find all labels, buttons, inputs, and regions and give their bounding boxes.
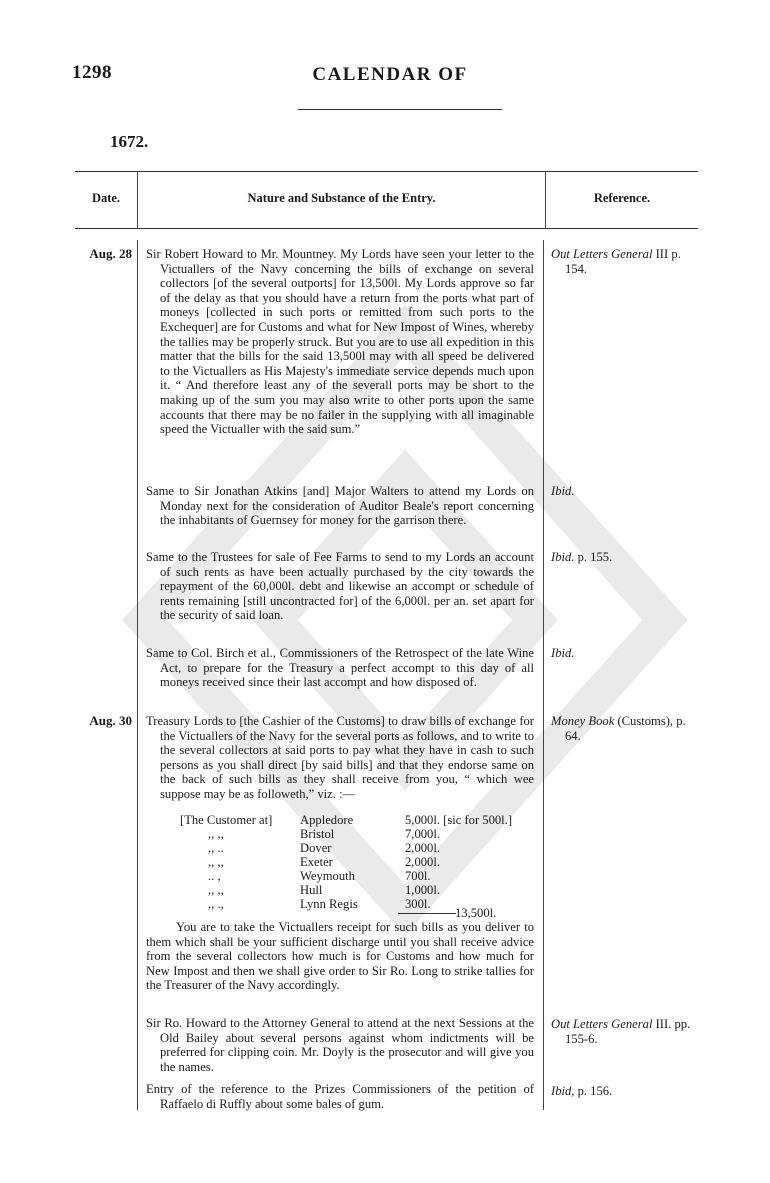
- reference-detail: (Customs), p. 64.: [565, 714, 686, 743]
- port-name: Weymouth: [300, 869, 355, 883]
- year-heading: 1672.: [110, 132, 149, 151]
- port-prefix: ,, ,,: [208, 855, 224, 869]
- port-name: Dover: [300, 841, 332, 855]
- port-name: Bristol: [300, 827, 335, 841]
- total-rule: [398, 913, 456, 914]
- entry-date: Aug. 28: [89, 246, 132, 261]
- entry-text: Same to Sir Jonathan Atkins [and] Major Walters to attend my Lords on Monday next for the consideration of Auditor Beale's report concerning the inhabitants of Guernsey for money for the garrison there.: [146, 484, 534, 528]
- entry-reference: [551, 1017, 701, 1046]
- reference-source: Ibid.: [551, 646, 575, 660]
- reference-source: Ibid.: [551, 550, 575, 564]
- port-amount: 5,000l. [sic for 500l.]: [405, 813, 513, 827]
- reference-source: Out Letters General: [551, 247, 653, 261]
- port-prefix: [The Customer at]: [180, 813, 273, 827]
- entry-text: Same to the Trustees for sale of Fee Farms to send to my Lords an account of such rents as have been actually purchased by the city towards the repayment of the 60,000l. debt and likewise an accompt or schedule of rents remaining [still uncontracted for] of the 6,000l. per an. set apart for the security of said loan.: [146, 550, 534, 623]
- entry-text: Entry of the reference to the Prizes Commissioners of the petition of Raffaelo di Ruffly about some bales of gum.: [146, 1082, 534, 1111]
- column-header-nature: Nature and Substance of the Entry.: [247, 191, 436, 205]
- ports-total: 13,500l.: [455, 906, 497, 920]
- entry-text: Treasury Lords to [the Cashier of the Customs] to draw bills of exchange for the Victuallers of the Navy for the several ports as follows, and to write to the several collectors at said ports to pay what they have in cash to such persons as you shall direct [by said bills] and that they endorse same on the back of such bills as they shall receive from you, “ which wee suppose may be as followeth,” viz. :—: [146, 714, 534, 801]
- entry-date: Aug. 30: [89, 713, 132, 728]
- port-prefix: .. ,: [208, 869, 221, 883]
- port-prefix: ,, ..: [208, 841, 224, 855]
- reference-detail: p. 156.: [574, 1084, 613, 1098]
- reference-detail: III. pp. 155-6.: [565, 1017, 691, 1046]
- reference-source: Out Letters General: [551, 1017, 653, 1031]
- port-name: Hull: [300, 883, 323, 897]
- entry-reference: [551, 1084, 701, 1099]
- entry-text: Sir Ro. Howard to the Attorney General to attend at the next Sessions at the Old Bailey about several persons against whom indictments will be preferred for clipping coin. Mr. Doyly is the prosecutor and will give you the names.: [146, 1016, 534, 1074]
- running-title: CALENDAR OF: [312, 64, 468, 85]
- port-amount: 2,000l.: [405, 855, 440, 869]
- port-name: Appledore: [300, 813, 354, 827]
- reference-detail: p. 155.: [574, 550, 613, 564]
- port-amount: 1,000l.: [405, 883, 440, 897]
- column-header-reference: Reference.: [593, 191, 651, 205]
- port-name: Exeter: [300, 855, 333, 869]
- entry-continuation: You are to take the Victuallers receipt for such bills as you deliver to them which shall be your sufficient discharge until you shall receive advice from the several collectors how much is for Customs and how much for New Impost and then we shall give order to Sir Ro. Long to strike tallies for the Treasurer of the Navy accordingly.: [146, 920, 534, 993]
- port-prefix: ,, ,,: [208, 827, 224, 841]
- reference-source: Ibid,: [551, 1084, 575, 1098]
- column-header-date: Date.: [91, 191, 121, 205]
- entry-text: Sir Robert Howard to Mr. Mountney. My Lords have seen your letter to the Victuallers of the Navy concerning the bills of exchange on several collectors [of the several outports] for 13,500l. My Lords approve so far of the delay as that you should have a return from the ports what part of moneys [collected in such ports or remitted from such ports to the Exchequer] are for Customs and what for New Impost of Wines, whereby the tallies may be properly struck. But you are to use all expedition in this matter that the bills for the said 13,500l may with all speed be delivered to the Victuallers as His Majesty's immediate service depends much upon it. “ And therefore least any of the severall ports may be short to the making up of the sum you may also write to other ports upon the same accounts that there may be no failer in the supplying with all imaginable speed the Victualler with the said sum.”: [146, 247, 534, 437]
- port-name: Lynn Regis: [300, 897, 358, 911]
- page-number: 1298: [72, 62, 112, 83]
- port-amount: 700l.: [405, 869, 431, 883]
- reference-detail: III p. 154.: [565, 247, 681, 276]
- reference-source: Ibid.: [551, 484, 575, 498]
- port-prefix: ,, .,: [208, 897, 224, 911]
- port-amount: 2,000l.: [405, 841, 440, 855]
- port-prefix: ,, ,,: [208, 883, 224, 897]
- reference-source: Money Book: [551, 714, 615, 728]
- port-amount: 7,000l.: [405, 827, 440, 841]
- port-amount: 300l.: [405, 897, 431, 911]
- entry-text: Same to Col. Birch et al., Commissioners of the Retrospect of the late Wine Act, to prepare for the Treasury a perfect accompt to this day of all moneys received since their last accompt and how disposed of.: [146, 646, 534, 690]
